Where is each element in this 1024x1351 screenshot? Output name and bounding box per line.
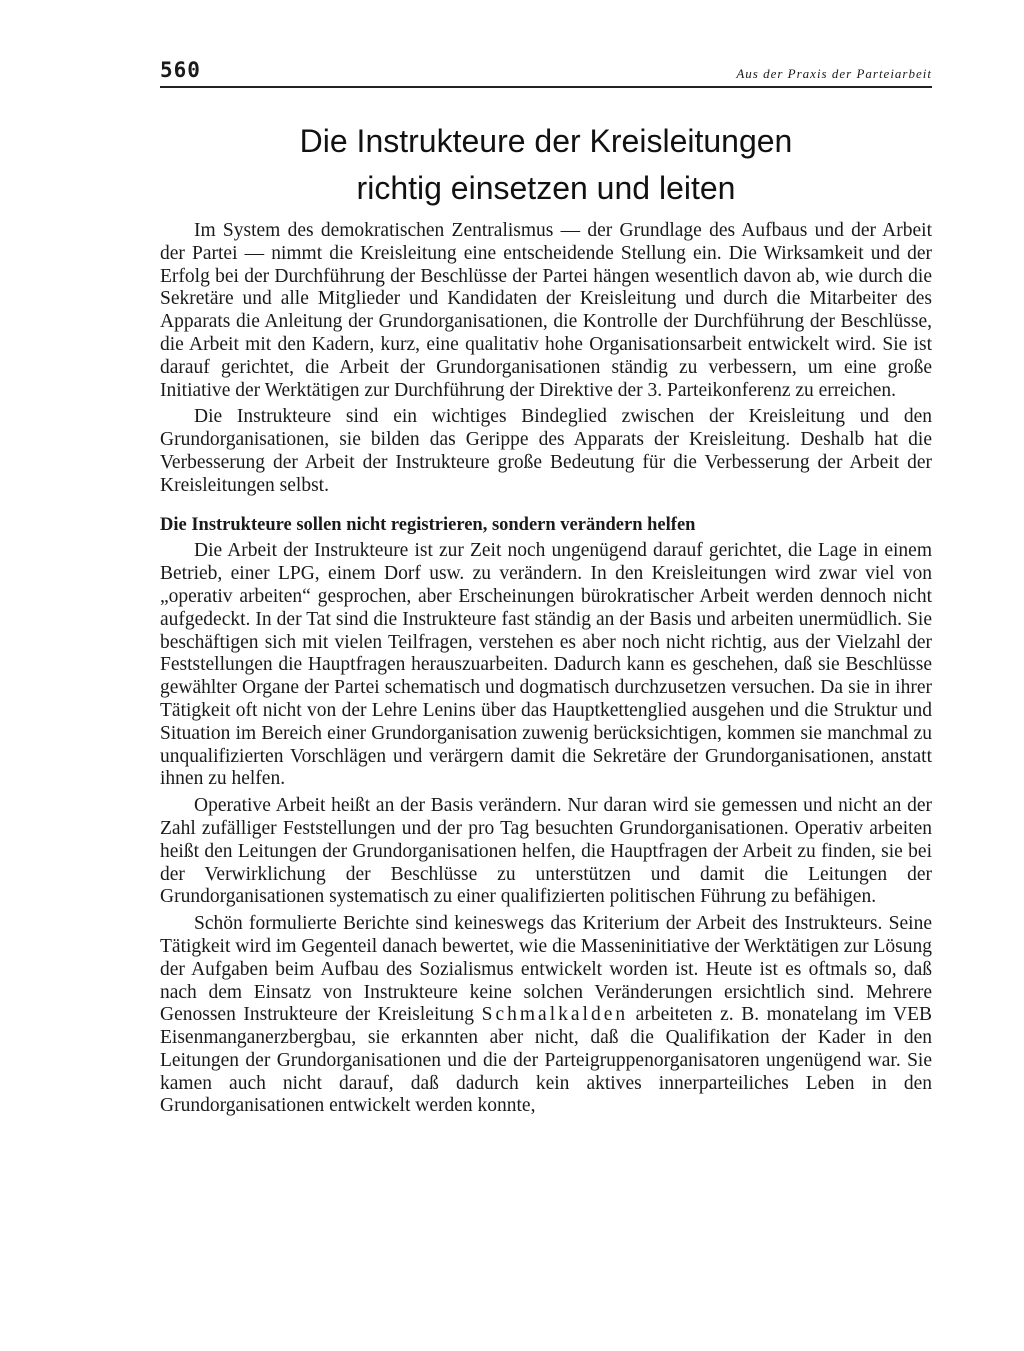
article-body	[160, 220, 932, 1118]
place-name-emphasis: Schmalkalden	[481, 1004, 629, 1026]
paragraph-5-end: arbeiteten z. B. monatelang im VEB Eisenmanganerzbergbau, sie erkannten aber nicht, daß die Qualifikation der Kader in den Leitungen der Grundorganisationen und die der Parteigruppenorganisatoren ungenügend war. Sie kamen auch nicht darauf, daß dadurch kein aktives innerparteiliches Leben in den Grundorganisationen entwickelt werden konnte,	[160, 1004, 932, 1117]
article-title	[160, 118, 932, 212]
page-number: 560	[160, 58, 201, 82]
title-line-2: richtig einsetzen und leiten	[356, 170, 736, 206]
section-subheading: Die Instrukteure sollen nicht registrieren, sondern verändern helfen	[160, 514, 696, 535]
document-page	[160, 52, 932, 1122]
paragraph-5	[160, 913, 932, 1118]
paragraph-4: Operative Arbeit heißt an der Basis verändern. Nur daran wird sie gemessen und nicht an der Zahl zufälliger Feststellungen und der pro Tag besuchten Grundorganisationen. Operativ arbeiten heißt den Leitungen der Grundorganisationen helfen, die Hauptfragen der Arbeit zu finden, sie bei der Verwirklichung der Beschlüsse zu unterstützen und damit die Leitungen der Grundorganisationen systematisch zu einer qualifizierten politischen Führung zu befähigen.	[160, 795, 932, 908]
paragraph-2: Die Instrukteure sind ein wichtiges Bindeglied zwischen der Kreisleitung und den Grundorganisationen, sie bilden das Gerippe des Apparats der Kreisleitung. Deshalb hat die Verbesserung der Arbeit der Instrukteure große Bedeutung für die Verbesserung der Arbeit der Kreisleitungen selbst.	[160, 406, 932, 496]
section-name: Aus der Praxis der Parteiarbeit	[736, 66, 932, 81]
paragraph-5-start: Schön formulierte Berichte sind keineswegs das Kriterium der Arbeit des Instrukteurs. Seine Tätigkeit wird im Gegenteil danach bewertet, wie die Masseninitiative der Werktätigen zur Lösung der Aufgaben beim Aufbau des Sozialismus entwickelt worden ist. Heute ist es oftmals so, daß nach dem Einsatz von Instrukteure keine solchen Veränderungen ersichtlich sind. Mehrere Genossen Instrukteure der Kreisleitung	[160, 913, 932, 1026]
paragraph-3: Die Arbeit der Instrukteure ist zur Zeit noch ungenügend darauf gerichtet, die Lage in einem Betrieb, einer LPG, einem Dorf usw. zu verändern. In den Kreisleitungen wird zwar viel von „operativ arbeiten“ gesprochen, aber Erscheinungen bürokratischer Arbeit werden dennoch nicht aufgedeckt. In der Tat sind die Instrukteure fast ständig an der Basis und arbeiten unermüdlich. Sie beschäftigen sich mit vielen Teilfragen, verstehen es aber noch nicht richtig, aus der Vielzahl der Feststellungen die Hauptfragen herauszuarbeiten. Dadurch kann es geschehen, daß sie Beschlüsse gewählter Organe der Partei schematisch und dogmatisch durchzusetzen versuchen. Da sie in ihrer Tätigkeit oft nicht von der Lehre Lenins über das Hauptkettenglied ausgehen und die Struktur und Situation im Bereich einer Grundorganisation zuwenig berücksichtigen, kommen sie manchmal zu unqualifizierten Vorschlägen und verärgern damit die Sekretäre der Grundorganisationen, anstatt ihnen zu helfen.	[160, 540, 932, 790]
title-line-1: Die Instrukteure der Kreisleitungen	[299, 123, 793, 159]
running-header	[160, 52, 932, 88]
paragraph-1: Im System des demokratischen Zentralismus — der Grundlage des Aufbaus und der Arbeit der Partei — nimmt die Kreisleitung eine entscheidende Stellung ein. Die Wirksamkeit und der Erfolg bei der Durchführung der Beschlüsse der Partei hängen wesentlich davon ab, wie durch die Sekretäre und alle Mitglieder und Kandidaten der Kreisleitung und durch die Mitarbeiter des Apparats die Anleitung der Grundorganisationen, die Kontrolle der Durchführung der Beschlüsse, die Arbeit mit den Kadern, kurz, eine qualitativ hohe Organisationsarbeit entwickelt wird. Sie ist darauf gerichtet, die Arbeit der Grundorganisationen ständig zu verbessern, um eine große Initiative der Werktätigen zur Durchführung der Direktive der 3. Parteikonferenz zu erreichen.	[160, 220, 932, 401]
